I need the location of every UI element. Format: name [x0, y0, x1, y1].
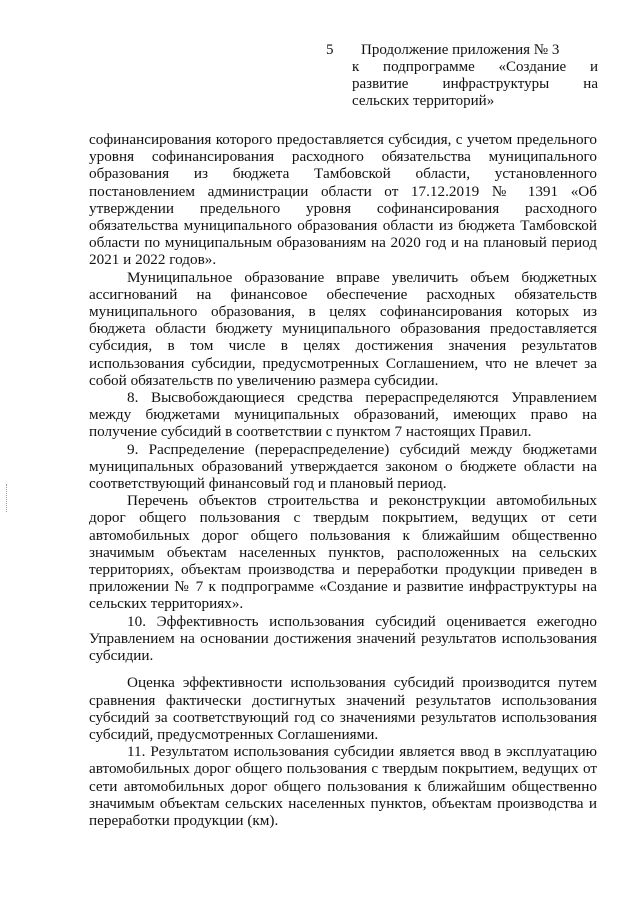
- page-number: 5: [326, 42, 334, 58]
- paragraph-item-9: 9. Распределение (перераспределение) субсидий между бюджетами муниципальных образований утверждается законом о бюджете области на соответствующий финансовый год и плановый период.: [89, 440, 597, 493]
- paragraph-item-8: 8. Высвобождающиеся средства перераспределяются Управлением между бюджетами муниципальных образований, имеющих право на получение субсидий в соответствии с пунктом 7 настоящих Правил.: [89, 389, 597, 441]
- appendix-header: [352, 42, 598, 110]
- scan-margin-mark: [6, 484, 8, 512]
- paragraph-objects-list: Перечень объектов строительства и реконструкции автомобильных дорог общего пользования с твердым покрытием, ведущих от сети автомобильных дорог общего пользования к ближайшим общественно значимым объектам населенных пунктов, расположенных на сельских территориях, объектам производства и переработки продукции приведен в приложении № 7 к подпрограмме «Создание и развитие инфраструктуры на сельских территориях».: [89, 492, 597, 613]
- paragraph-continuation: софинансирования которого предоставляется субсидия, с учетом предельного уровня софинансирования расходного обязательства муниципального образования из бюджета Тамбовской области, установленного постановлением администрации области от 17.12.2019 № 1391 «Об утверждении предельного уровня софинансирования расходного обязательства муниципального образования области из бюджета Тамбовской области по муниципальным образованиям на 2020 год и на плановый период 2021 и 2022 годов».: [89, 131, 597, 269]
- document-body: [89, 131, 597, 829]
- paragraph-efficiency-assessment: Оценка эффективности использования субсидий производится путем сравнения фактически достигнутых значений результатов использования субсидий за соответствующий год со значениями результатов использования субсидий, предусмотренных Соглашениями.: [89, 674, 597, 743]
- paragraph-item-10: 10. Эффективность использования субсидий оценивается ежегодно Управлением на основании достижения значений результатов использования субсидии.: [89, 612, 597, 665]
- appendix-header-line: к подпрограмме «Создание и: [352, 59, 598, 75]
- paragraph-budget-increase: Муниципальное образование вправе увеличить объем бюджетных ассигнований на финансовое обеспечение расходных обязательств муниципального образования, в целях софинансирования которых из бюджета области бюджету муниципального образования предоставляется субсидия, в том числе в целях достижения значения результатов использования субсидии, предусмотренных Соглашением, что не влечет за собой обязательств по увеличению размера субсидии.: [89, 268, 597, 389]
- appendix-header-line: развитие инфраструктуры на: [352, 76, 598, 92]
- paragraph-item-11: 11. Результатом использования субсидии является ввод в эксплуатацию автомобильных дорог общего пользования с твердым покрытием, ведущих от сети автомобильных дорог общего пользования к ближайшим общественно значимым объектам сельских населенных пунктов, объектам производства и переработки продукции (км).: [89, 743, 597, 829]
- appendix-header-line: сельских территорий»: [352, 93, 495, 109]
- appendix-header-line: Продолжение приложения № 3: [361, 42, 560, 58]
